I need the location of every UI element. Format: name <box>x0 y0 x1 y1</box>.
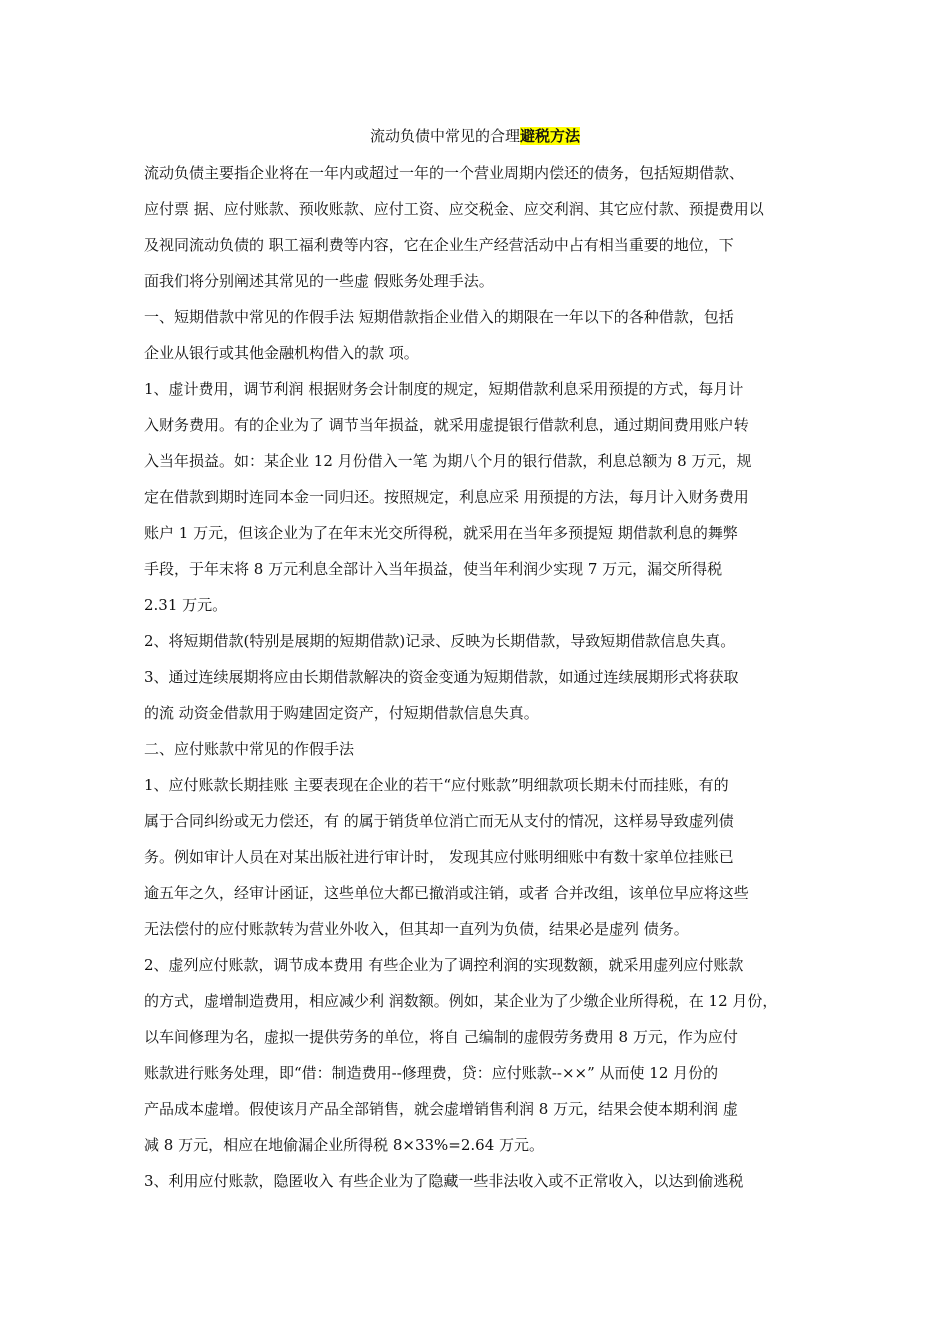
text-line: 面我们将分别阐述其常见的一些虚 假账务处理手法。 <box>144 272 494 290</box>
title-text: 流动负债中常见的合理 <box>369 127 520 145</box>
text-line: 无法偿付的应付账款转为营业外收入，但其却一直列为负债，结果必是虚列 债务。 <box>144 920 689 938</box>
text-line: 属于合同纠纷或无力偿还，有 的属于销货单位消亡而无从支付的情况，这样易导致虚列债 <box>144 812 734 830</box>
text-line: 定在借款到期时连同本金一同归还。按照规定，利息应采 用预提的方法，每月计入财务费用 <box>144 488 749 506</box>
text-line: 3、利用应付账款，隐匿收入 有些企业为了隐藏一些非法收入或不正常收入，以达到偷逃税 <box>144 1172 744 1190</box>
text-line: 3、通过连续展期将应由长期借款解决的资金变通为短期借款，如通过连续展期形式将获取 <box>144 668 739 686</box>
text-line: 1、虚计费用，调节利润 根据财务会计制度的规定，短期借款利息采用预提的方式，每月计 <box>144 380 744 398</box>
text-line: 1、应付账款长期挂账 主要表现在企业的若干“应付账款”明细款项长期未付而挂账，有的 <box>144 776 729 794</box>
text-line: 的流 动资金借款用于购建固定资产，付短期借款信息失真。 <box>144 704 539 722</box>
text-line: 账款进行账务处理，即“借：制造费用--修理费，贷：应付账款--××” 从而使 12 月份的 <box>144 1064 719 1082</box>
document-title <box>0 124 950 148</box>
text-line: 入财务费用。有的企业为了 调节当年损益，就采用虚提银行借款利息，通过期间费用账户转 <box>144 416 749 434</box>
text-line: 2、虚列应付账款，调节成本费用 有些企业为了调控利润的实现数额，就采用虚列应付账款 <box>144 956 744 974</box>
text-line: 及视同流动负债的 职工福利费等内容，它在企业生产经营活动中占有相当重要的地位，下 <box>144 236 734 254</box>
text-line: 的方式，虚增制造费用，相应减少利 润数额。例如，某企业为了少缴企业所得税，在 12 月份， <box>144 992 778 1010</box>
text-line: 应付票 据、应付账款、预收账款、应付工资、应交税金、应交利润、其它应付款、预提费用以 <box>144 200 764 218</box>
title-highlight: 避税方法 <box>520 127 581 145</box>
section-heading-1: 一、短期借款中常见的作假手法 短期借款指企业借入的期限在一年以下的各种借款，包括 <box>144 308 734 326</box>
text-line: 手段，于年末将 8 万元利息全部计入当年损益，使当年利润少实现 7 万元，漏交所得税 <box>144 560 723 578</box>
text-line: 入当年损益。如：某企业 12 月份借入一笔 为期八个月的银行借款，利息总额为 8 万元，规 <box>144 452 752 470</box>
text-line: 务。例如审计人员在对某出版社进行审计时， 发现其应付账明细账中有数十家单位挂账已 <box>144 848 734 866</box>
text-line: 2.31 万元。 <box>144 596 228 614</box>
text-line: 逾五年之久，经审计函证，这些单位大都已撤消或注销，或者 合并改组，该单位早应将这些 <box>144 884 749 902</box>
text-line: 企业从银行或其他金融机构借入的款 项。 <box>144 344 419 362</box>
section-heading-2: 二、应付账款中常见的作假手法 <box>144 740 355 758</box>
text-line: 流动负债主要指企业将在一年内或超过一年的一个营业周期内偿还的债务，包括短期借款、 <box>144 164 745 182</box>
text-line: 账户 1 万元，但该企业为了在年末光交所得税，就采用在当年多预提短 期借款利息的舞弊 <box>144 524 738 542</box>
text-line: 以车间修理为名，虚拟一提供劳务的单位，将自 己编制的虚假劳务费用 8 万元，作为应付 <box>144 1028 738 1046</box>
document-body <box>144 155 814 1199</box>
text-line: 产品成本虚增。假使该月产品全部销售，就会虚增销售利润 8 万元，结果会使本期利润 虚 <box>144 1100 738 1118</box>
text-line: 2、将短期借款(特别是展期的短期借款)记录、反映为长期借款，导致短期借款信息失真。 <box>144 632 736 650</box>
text-line: 减 8 万元，相应在地偷漏企业所得税 8×33%=2.64 万元。 <box>144 1136 545 1154</box>
